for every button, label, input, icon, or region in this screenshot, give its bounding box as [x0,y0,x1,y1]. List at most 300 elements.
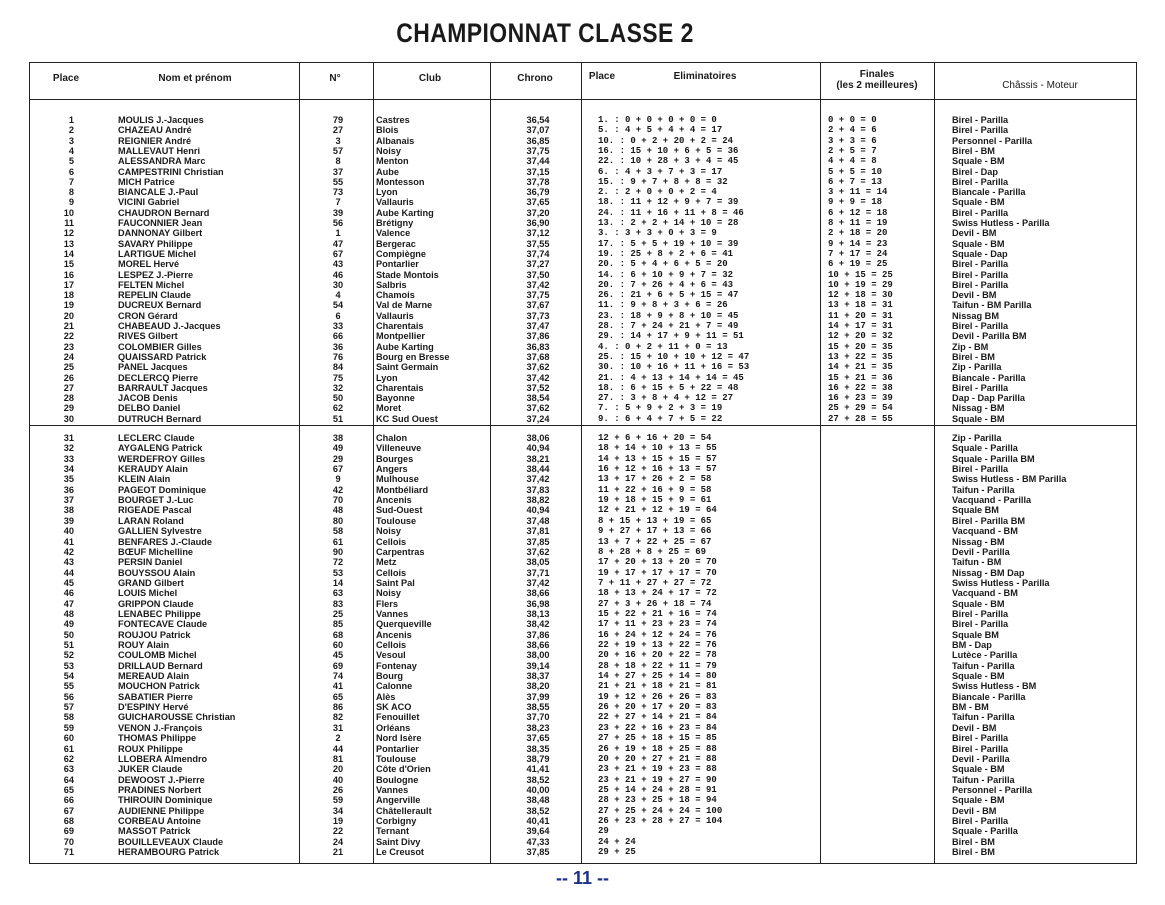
cell-elim: 19 + 18 + 15 + 9 = 61 [598,495,712,506]
cell-num: 69 [332,660,344,671]
cell-chrono: 37,78 [526,176,550,187]
cell-num: 90 [332,546,344,557]
cell-club: Chamois [376,290,415,301]
cell-num: 34 [332,805,344,816]
cell-num: 6 [335,310,341,321]
cell-place: 49 [63,619,74,630]
cell-num: 21 [332,847,344,857]
cell-club: Orléans [376,722,411,733]
cell-chrono: 39,14 [526,660,550,671]
cell-place: 52 [63,650,74,661]
cell-chas: Squale - Parilla BM [952,453,1035,464]
cell-place: 70 [63,836,74,847]
cell-chrono: 37,62 [526,546,550,557]
cell-name: LOUIS Michel [118,588,178,599]
cell-name: GRIPPON Claude [118,598,194,609]
cell-num: 72 [332,557,344,568]
table-row [30,115,1136,125]
cell-elim: 8 + 28 + 8 + 25 = 69 [598,546,707,557]
table-row [30,311,1136,321]
header-finales: Finales [859,69,895,80]
cell-name: BOUYSSOU Alain [118,567,196,578]
cell-chas: Birel - Parilla [952,464,1009,475]
cell-chrono: 38,66 [526,588,550,599]
cell-club: Querqueville [376,619,432,630]
cell-fin: 15 + 20 = 35 [828,341,893,352]
cell-num: 81 [332,753,344,764]
cell-fin: 2 + 5 = 7 [828,145,877,156]
cell-club: Boulogne [376,774,419,785]
cell-place: 71 [63,847,74,857]
cell-chas: Devil - Parilla [952,753,1010,764]
cell-chrono: 37,27 [526,259,550,270]
cell-place: 60 [63,733,74,744]
cell-place: 4 [68,145,74,156]
table-row [30,599,1136,609]
cell-name: CHAUDRON Bernard [118,207,210,218]
cell-fin: 10 + 15 = 25 [828,269,893,280]
cell-club: Montbéliard [376,484,429,495]
cell-chas: Nissag - BM Dap [952,567,1025,578]
cell-chrono: 36,79 [526,187,550,198]
cell-name: PANEL Jacques [118,362,188,373]
table-row [30,290,1136,300]
table-row [30,837,1136,847]
cell-name: AUDIENNE Philippe [118,805,205,816]
cell-name: GRAND Gilbert [118,577,184,588]
cell-elim: 11 + 22 + 16 + 9 = 58 [598,484,712,495]
table-row [30,619,1136,629]
cell-elim: 10. : 0 + 2 + 20 + 2 = 24 [598,135,734,146]
cell-elim: 17. : 5 + 5 + 19 + 10 = 39 [598,238,739,249]
table-row [30,414,1136,424]
table-row [30,433,1136,443]
table-row [30,156,1136,166]
cell-name: CHABEAUD J.-Jacques [118,321,221,331]
header-elim: Eliminatoires [673,71,737,82]
cell-elim: 15. : 9 + 7 + 8 + 8 = 32 [598,176,728,187]
cell-elim: 6. : 4 + 3 + 7 + 3 = 17 [598,166,723,177]
table-row [30,197,1136,207]
cell-num: 79 [332,115,344,125]
cell-club: Chalon [376,433,408,443]
cell-place: 32 [63,443,74,454]
cell-num: 58 [332,526,344,537]
cell-club: Aube Karting [376,341,434,352]
cell-club: Vallauris [376,310,414,321]
table-row [30,847,1136,857]
cell-elim: 16. : 15 + 10 + 6 + 5 = 36 [598,145,739,156]
cell-name: RIVES Gilbert [118,331,178,342]
cell-place: 33 [63,453,74,464]
cell-name: ROUY Alain [118,640,170,650]
cell-name: LECLERC Claude [118,433,195,443]
cell-chrono: 40,94 [526,505,550,516]
cell-place: 8 [68,187,74,198]
table-row [30,177,1136,187]
cell-chrono: 37,75 [526,290,550,301]
cell-chas: Birel - Parilla [952,176,1009,187]
cell-chas: Devil - BM [952,228,997,239]
table-row [30,208,1136,218]
cell-elim: 20 + 16 + 20 + 22 = 78 [598,650,717,661]
cell-chas: Swiss Hutless - BM Parilla [952,474,1067,485]
cell-club: Cellois [376,567,407,578]
cell-club: Ternant [376,826,410,837]
cell-elim: 7. : 5 + 9 + 2 + 3 = 19 [598,403,723,414]
cell-chas: Zip - BM [952,341,989,352]
cell-elim: 17 + 20 + 13 + 20 = 70 [598,557,717,568]
cell-num: 33 [332,321,344,331]
cell-chas: Zip - Parilla [952,433,1002,443]
cell-name: THIROUIN Dominique [118,795,213,806]
table-row [30,785,1136,795]
cell-chrono: 38,05 [526,557,550,568]
cell-elim: 23 + 21 + 19 + 23 = 88 [598,764,717,775]
cell-elim: 18. : 11 + 12 + 9 + 7 = 39 [598,197,739,208]
cell-club: Aube [376,166,399,177]
cell-name: JACOB Denis [118,393,178,404]
cell-name: PAGEOT Dominique [118,484,207,495]
cell-chas: Squale - BM [952,238,1005,249]
cell-elim: 27 + 3 + 26 + 18 = 74 [598,598,712,609]
cell-place: 9 [68,197,74,208]
cell-chas: Swiss Hutless - BM [952,681,1037,692]
cell-num: 19 [332,815,344,826]
cell-chas: Squale BM [952,629,999,640]
cell-elim: 13 + 17 + 26 + 2 = 58 [598,474,712,485]
cell-elim: 18. : 6 + 15 + 5 + 22 = 48 [598,382,739,393]
cell-fin: 6 + 12 = 18 [828,207,888,218]
cell-place: 26 [63,372,74,383]
cell-num: 67 [332,248,344,259]
cell-num: 56 [332,218,344,228]
cell-name: CRON Gérard [118,310,178,321]
cell-name: CORBEAU Antoine [118,815,201,826]
cell-place: 62 [63,753,74,764]
cell-chas: Birel - Parilla [952,815,1009,826]
cell-chrono: 37,85 [526,847,550,857]
cell-club: Bourg en Bresse [376,351,450,362]
cell-place: 45 [63,577,74,588]
cell-elim: 26 + 19 + 18 + 25 = 88 [598,743,717,754]
table-row [30,505,1136,515]
cell-elim: 25 + 14 + 24 + 28 = 91 [598,784,717,795]
table-row [30,270,1136,280]
table-row [30,816,1136,826]
cell-num: 55 [332,176,344,187]
cell-place: 37 [63,495,74,506]
cell-club: Bourges [376,453,414,464]
cell-num: 54 [332,300,344,311]
cell-elim: 16 + 12 + 16 + 13 = 57 [598,464,717,475]
cell-num: 2 [335,733,341,744]
cell-place: 57 [63,702,74,713]
cell-name: LLOBERA Almendro [118,753,208,764]
table-row [30,146,1136,156]
cell-elim: 30. : 10 + 16 + 11 + 16 = 53 [598,362,750,373]
cell-chas: Birel - Parilla [952,321,1009,331]
cell-elim: 28. : 7 + 24 + 21 + 7 = 49 [598,321,739,331]
cell-fin: 2 + 4 = 6 [828,125,877,136]
cell-club: Blois [376,125,399,136]
cell-elim: 26. : 21 + 6 + 5 + 15 = 47 [598,290,739,301]
cell-club: Saint Germain [376,362,439,373]
cell-club: SK ACO [376,702,412,713]
cell-num: 3 [335,135,341,146]
cell-chrono: 38,20 [526,681,550,692]
cell-chrono: 37,75 [526,145,550,156]
cell-club: Bayonne [376,393,415,404]
cell-num: 39 [332,207,344,218]
table-row [30,218,1136,228]
cell-num: 68 [332,629,344,640]
cell-place: 67 [63,805,74,816]
cell-chrono: 38,42 [526,619,550,630]
cell-elim: 21. : 4 + 13 + 14 + 14 = 45 [598,372,744,383]
cell-place: 17 [63,279,74,290]
cell-name: KLEIN Alain [118,474,171,485]
cell-place: 7 [68,176,74,187]
cell-chrono: 37,42 [526,474,550,485]
cell-chas: Birel - Parilla [952,608,1009,619]
cell-fin: 16 + 22 = 38 [828,382,893,393]
cell-name: GUICHAROUSSE Christian [118,712,236,723]
cell-fin: 12 + 18 = 30 [828,290,893,301]
cell-elim: 23. : 18 + 9 + 8 + 10 = 45 [598,310,739,321]
cell-place: 58 [63,712,74,723]
table-row [30,806,1136,816]
cell-place: 64 [63,774,74,785]
table-row [30,754,1136,764]
cell-name: MICH Patrice [118,176,175,187]
cell-chrono: 37,62 [526,403,550,414]
cell-chrono: 37,65 [526,733,550,744]
header-chassis: Châssis - Moteur [1002,80,1078,91]
cell-fin: 11 + 20 = 31 [828,310,893,321]
cell-elim: 14. : 6 + 10 + 9 + 7 = 32 [598,269,734,280]
cell-elim: 11. : 9 + 8 + 3 + 6 = 26 [598,300,728,311]
cell-club: Aube Karting [376,207,434,218]
cell-chas: Taifun - BM [952,557,1002,568]
cell-fin: 25 + 29 = 54 [828,403,893,414]
cell-chas: Biancale - Parilla [952,691,1026,702]
cell-name: KERAUDY Alain [118,464,188,475]
cell-chas: Squale - BM [952,795,1005,806]
cell-chrono: 37,55 [526,238,550,249]
cell-place: 2 [68,125,74,136]
cell-club: Noisy [376,145,402,156]
cell-chrono: 38,35 [526,743,550,754]
cell-fin: 9 + 14 = 23 [828,238,888,249]
cell-name: BOURGET J.-Luc [118,495,194,506]
cell-place: 55 [63,681,74,692]
table-row [30,537,1136,547]
cell-num: 66 [332,331,344,342]
cell-chrono: 36,83 [526,341,550,352]
cell-chas: Birel - BM [952,351,995,362]
cell-place: 3 [68,135,74,146]
cell-fin: 16 + 23 = 39 [828,393,893,404]
cell-place: 43 [63,557,74,568]
cell-chrono: 37,48 [526,515,550,526]
cell-num: 70 [332,495,344,506]
cell-club: Vallauris [376,197,414,208]
cell-club: Flers [376,598,398,609]
cell-elim: 16 + 24 + 12 + 24 = 76 [598,629,717,640]
cell-num: 43 [332,259,344,270]
cell-elim: 3. : 3 + 3 + 0 + 3 = 9 [598,228,717,239]
cell-place: 21 [63,321,74,331]
cell-name: SAVARY Philippe [118,238,193,249]
cell-elim: 27 + 25 + 24 + 24 = 100 [598,805,723,816]
cell-elim: 14 + 27 + 25 + 14 = 80 [598,671,717,682]
cell-fin: 13 + 22 = 35 [828,351,893,362]
cell-place: 18 [63,290,74,301]
cell-name: DRILLAUD Bernard [118,660,203,671]
table-row [30,167,1136,177]
cell-chrono: 40,41 [526,815,550,826]
header-finales-sub: (les 2 meilleures) [836,80,918,91]
cell-club: Côte d'Orien [376,764,431,775]
cell-name: BOUILLEVEAUX Claude [118,836,224,847]
table-row [30,228,1136,238]
cell-chrono: 38,37 [526,671,550,682]
cell-place: 5 [68,156,74,167]
table-row [30,744,1136,754]
cell-num: 50 [332,393,344,404]
cell-club: Châtellerault [376,805,432,816]
table-row [30,249,1136,259]
cell-chas: Taifun - Parilla [952,712,1015,723]
cell-place: 22 [63,331,74,342]
cell-place: 31 [63,433,74,443]
cell-club: Villeneuve [376,443,422,454]
cell-name: MOUCHON Patrick [118,681,200,692]
cell-chrono: 36,90 [526,218,550,228]
cell-place: 59 [63,722,74,733]
cell-elim: 18 + 13 + 24 + 17 = 72 [598,588,717,599]
cell-name: DEWOOST J.-Pierre [118,774,205,785]
cell-chrono: 37,74 [526,248,550,259]
cell-chas: Devil - BM [952,805,997,816]
page-title: CHAMPIONNAT CLASSE 2 [396,18,694,48]
cell-num: 26 [332,784,344,795]
cell-chas: Birel - Parilla [952,259,1009,270]
results-table [29,62,1137,864]
cell-name: COULOMB Michel [118,650,197,661]
cell-chrono: 37,15 [526,166,550,177]
cell-chas: Squale - BM [952,413,1005,424]
table-row [30,723,1136,733]
cell-name: DUTRUCH Bernard [118,413,202,424]
table-row [30,568,1136,578]
table-row [30,640,1136,650]
cell-chas: Nissag - BM [952,536,1005,547]
cell-name: ROUX Philippe [118,743,183,754]
cell-num: 41 [332,681,344,692]
cell-chas: Swiss Hutless - Parilla [952,218,1050,228]
cell-chas: Vacquand - BM [952,588,1018,599]
cell-name: DELBO Daniel [118,403,181,414]
cell-fin: 6 + 19 = 25 [828,259,888,270]
cell-chrono: 47,33 [526,836,550,847]
cell-club: Nord Isère [376,733,422,744]
cell-place: 47 [63,598,74,609]
cell-chrono: 37,20 [526,207,550,218]
cell-club: Bourg [376,671,404,682]
cell-num: 45 [332,650,344,661]
table-row [30,681,1136,691]
cell-club: Stade Montois [376,269,439,280]
cell-elim: 28 + 18 + 22 + 11 = 79 [598,660,717,671]
cell-club: Vannes [376,608,409,619]
cell-chas: BM - BM [952,702,989,713]
cell-chas: Swiss Hutless - Parilla [952,577,1050,588]
table-row [30,342,1136,352]
cell-num: 36 [332,341,344,352]
cell-chrono: 41,41 [526,764,550,775]
cell-num: 51 [332,413,344,424]
cell-place: 51 [63,640,74,650]
cell-place: 14 [63,248,74,259]
cell-place: 48 [63,608,74,619]
cell-chas: Dap - Dap Parilla [952,393,1026,404]
cell-club: Montesson [376,176,425,187]
cell-num: 46 [332,269,344,280]
table-row [30,588,1136,598]
cell-club: Albanais [376,135,415,146]
cell-chrono: 37,71 [526,567,550,578]
header-rule [30,99,1136,100]
header-elim-place: Place [588,71,616,82]
cell-chas: Birel - Parilla [952,125,1009,136]
cell-chrono: 37,44 [526,156,550,167]
table-row [30,547,1136,557]
cell-elim: 29. : 14 + 17 + 9 + 11 = 51 [598,331,744,342]
cell-fin: 13 + 18 = 31 [828,300,893,311]
cell-club: Montpellier [376,331,426,342]
cell-club: Pontarlier [376,259,419,270]
cell-club: KC Sud Ouest [376,413,438,424]
table-row [30,578,1136,588]
cell-name: CHAZEAU André [118,125,192,136]
cell-num: 32 [332,382,344,393]
cell-elim: 23 + 21 + 19 + 27 = 90 [598,774,717,785]
cell-name: MEREAUD Alain [118,671,190,682]
cell-chrono: 38,48 [526,795,550,806]
cell-chrono: 38,66 [526,640,550,650]
table-row [30,383,1136,393]
header-club: Club [418,73,442,84]
cell-club: Ancenis [376,629,412,640]
cell-place: 19 [63,300,74,311]
cell-elim: 27 + 25 + 18 + 15 = 85 [598,733,717,744]
cell-chas: Birel - BM [952,836,995,847]
table-row [30,485,1136,495]
cell-place: 11 [64,218,74,228]
table-row [30,526,1136,536]
cell-chrono: 38,44 [526,464,550,475]
cell-club: Fontenay [376,660,417,671]
cell-chas: Birel - Parilla [952,269,1009,280]
cell-chas: Devil - Parilla BM [952,331,1027,342]
cell-name: REPELIN Claude [118,290,192,301]
table-row [30,331,1136,341]
cell-chas: Zip - Parilla [952,362,1002,373]
cell-elim: 27. : 3 + 8 + 4 + 12 = 27 [598,393,734,404]
cell-chrono: 37,73 [526,310,550,321]
